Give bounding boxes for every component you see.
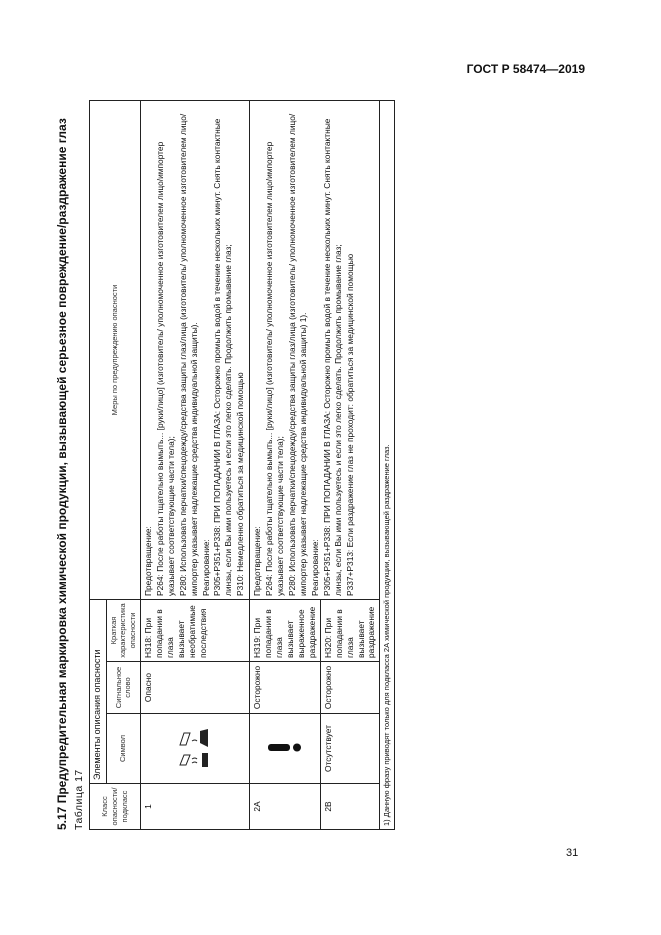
exclamation-pictogram-icon xyxy=(250,714,321,784)
measure-line: P264: После работы тщательно вымыть... [руки/лицо] (изготовитель/ уполномоченное изготовителем лицо/импортер указывает соответствующие части тела); xyxy=(264,141,286,596)
table-header-row xyxy=(90,101,107,830)
table-row xyxy=(140,101,249,830)
page-header: ГОСТ Р 58474—2019 xyxy=(466,62,585,76)
measure-line: Реагирование: xyxy=(200,539,211,596)
col-brief: Краткая характеристика опасности xyxy=(106,600,140,662)
col-group: Элементы описания опасности xyxy=(90,600,107,784)
page-number: 31 xyxy=(566,847,579,859)
row-measures xyxy=(250,101,380,600)
section-title: 5.17 Предупредительная маркировка химической продукции, вызывающей серьезное повреждение/раздражение глаз xyxy=(55,118,69,830)
rotated-content xyxy=(55,90,455,830)
row-brief: H320: При попадании в глаза вызывает раздражение xyxy=(320,600,380,662)
measure-line: Реагирование: xyxy=(309,539,320,596)
hazard-table xyxy=(89,100,395,830)
table-row xyxy=(250,101,321,830)
row-class: 2В xyxy=(320,784,380,830)
col-symbol: Символ xyxy=(106,714,140,784)
measure-line: P310: Немедленно обратиться за медицинской помощью xyxy=(235,372,246,596)
row-symbol-text: Отсутствует xyxy=(320,714,380,784)
footnote: 1) Данную фразу приводят только для подкласса 2А химической продукции, вызывающей раздражение глаз. xyxy=(380,101,395,830)
row-class: 2А xyxy=(250,784,321,830)
row-signal: Опасно xyxy=(140,662,249,714)
row-brief: H318: При попадании в глаза вызывает необратимые последствия xyxy=(140,600,249,662)
col-class: Класс опасности/ подкласс xyxy=(90,784,141,830)
corrosion-pictogram-icon xyxy=(140,714,249,784)
table-caption: Таблица 17 xyxy=(73,769,85,830)
footnote-row xyxy=(380,101,395,830)
measure-line: P264: После работы тщательно вымыть... [руки/лицо] (изготовитель/ уполномоченное изготовителем лицо/импортер указывает соответствующие части тела); xyxy=(154,141,176,596)
row-brief: H319: При попадании в глаза вызывает выраженное раздражение xyxy=(250,600,321,662)
col-signal: Сигнальное слово xyxy=(106,662,140,714)
row-class: 1 xyxy=(140,784,249,830)
row-signal: Осторожно xyxy=(250,662,321,714)
measure-line: P305+P351+P338: ПРИ ПОПАДАНИИ В ГЛАЗА: Осторожно промыть водой в течение нескольких минут. Снять контактные линзы, если Вы ими пользуетесь и если это легко сделать. Продолжить промывание глаз; xyxy=(321,118,343,596)
row-measures xyxy=(140,101,249,600)
measure-line: P280: Использовать перчатки/спецодежду/средства защиты глаз/лица (изготовитель/ уполномоченное изготовителем лицо/импортер указывает надлежащие средства индивидуальной защиты) 1). xyxy=(287,113,308,596)
col-measures: Меры по предупреждению опасности xyxy=(90,101,141,600)
measure-line: P280: Использовать перчатки/спецодежду/средства защиты глаз/лица (изготовитель/ уполномоченное изготовителем лицо/импортер указывает надлежащие средства индивидуальной защиты). xyxy=(177,113,199,596)
measure-line: Предотвращение: xyxy=(142,526,153,596)
measure-line: P305+P351+P338: ПРИ ПОПАДАНИИ В ГЛАЗА: Осторожно промыть водой в течение нескольких минут. Снять контактные линзы, если Вы ими пользуетесь и если это легко сделать. Продолжить промывание глаз; xyxy=(212,118,234,596)
row-signal: Осторожно xyxy=(320,662,380,714)
measure-line: Предотвращение: xyxy=(252,526,263,596)
measure-line: P337+P313: Если раздражение глаз не проходит: обратиться за медицинской помощью xyxy=(344,253,355,596)
